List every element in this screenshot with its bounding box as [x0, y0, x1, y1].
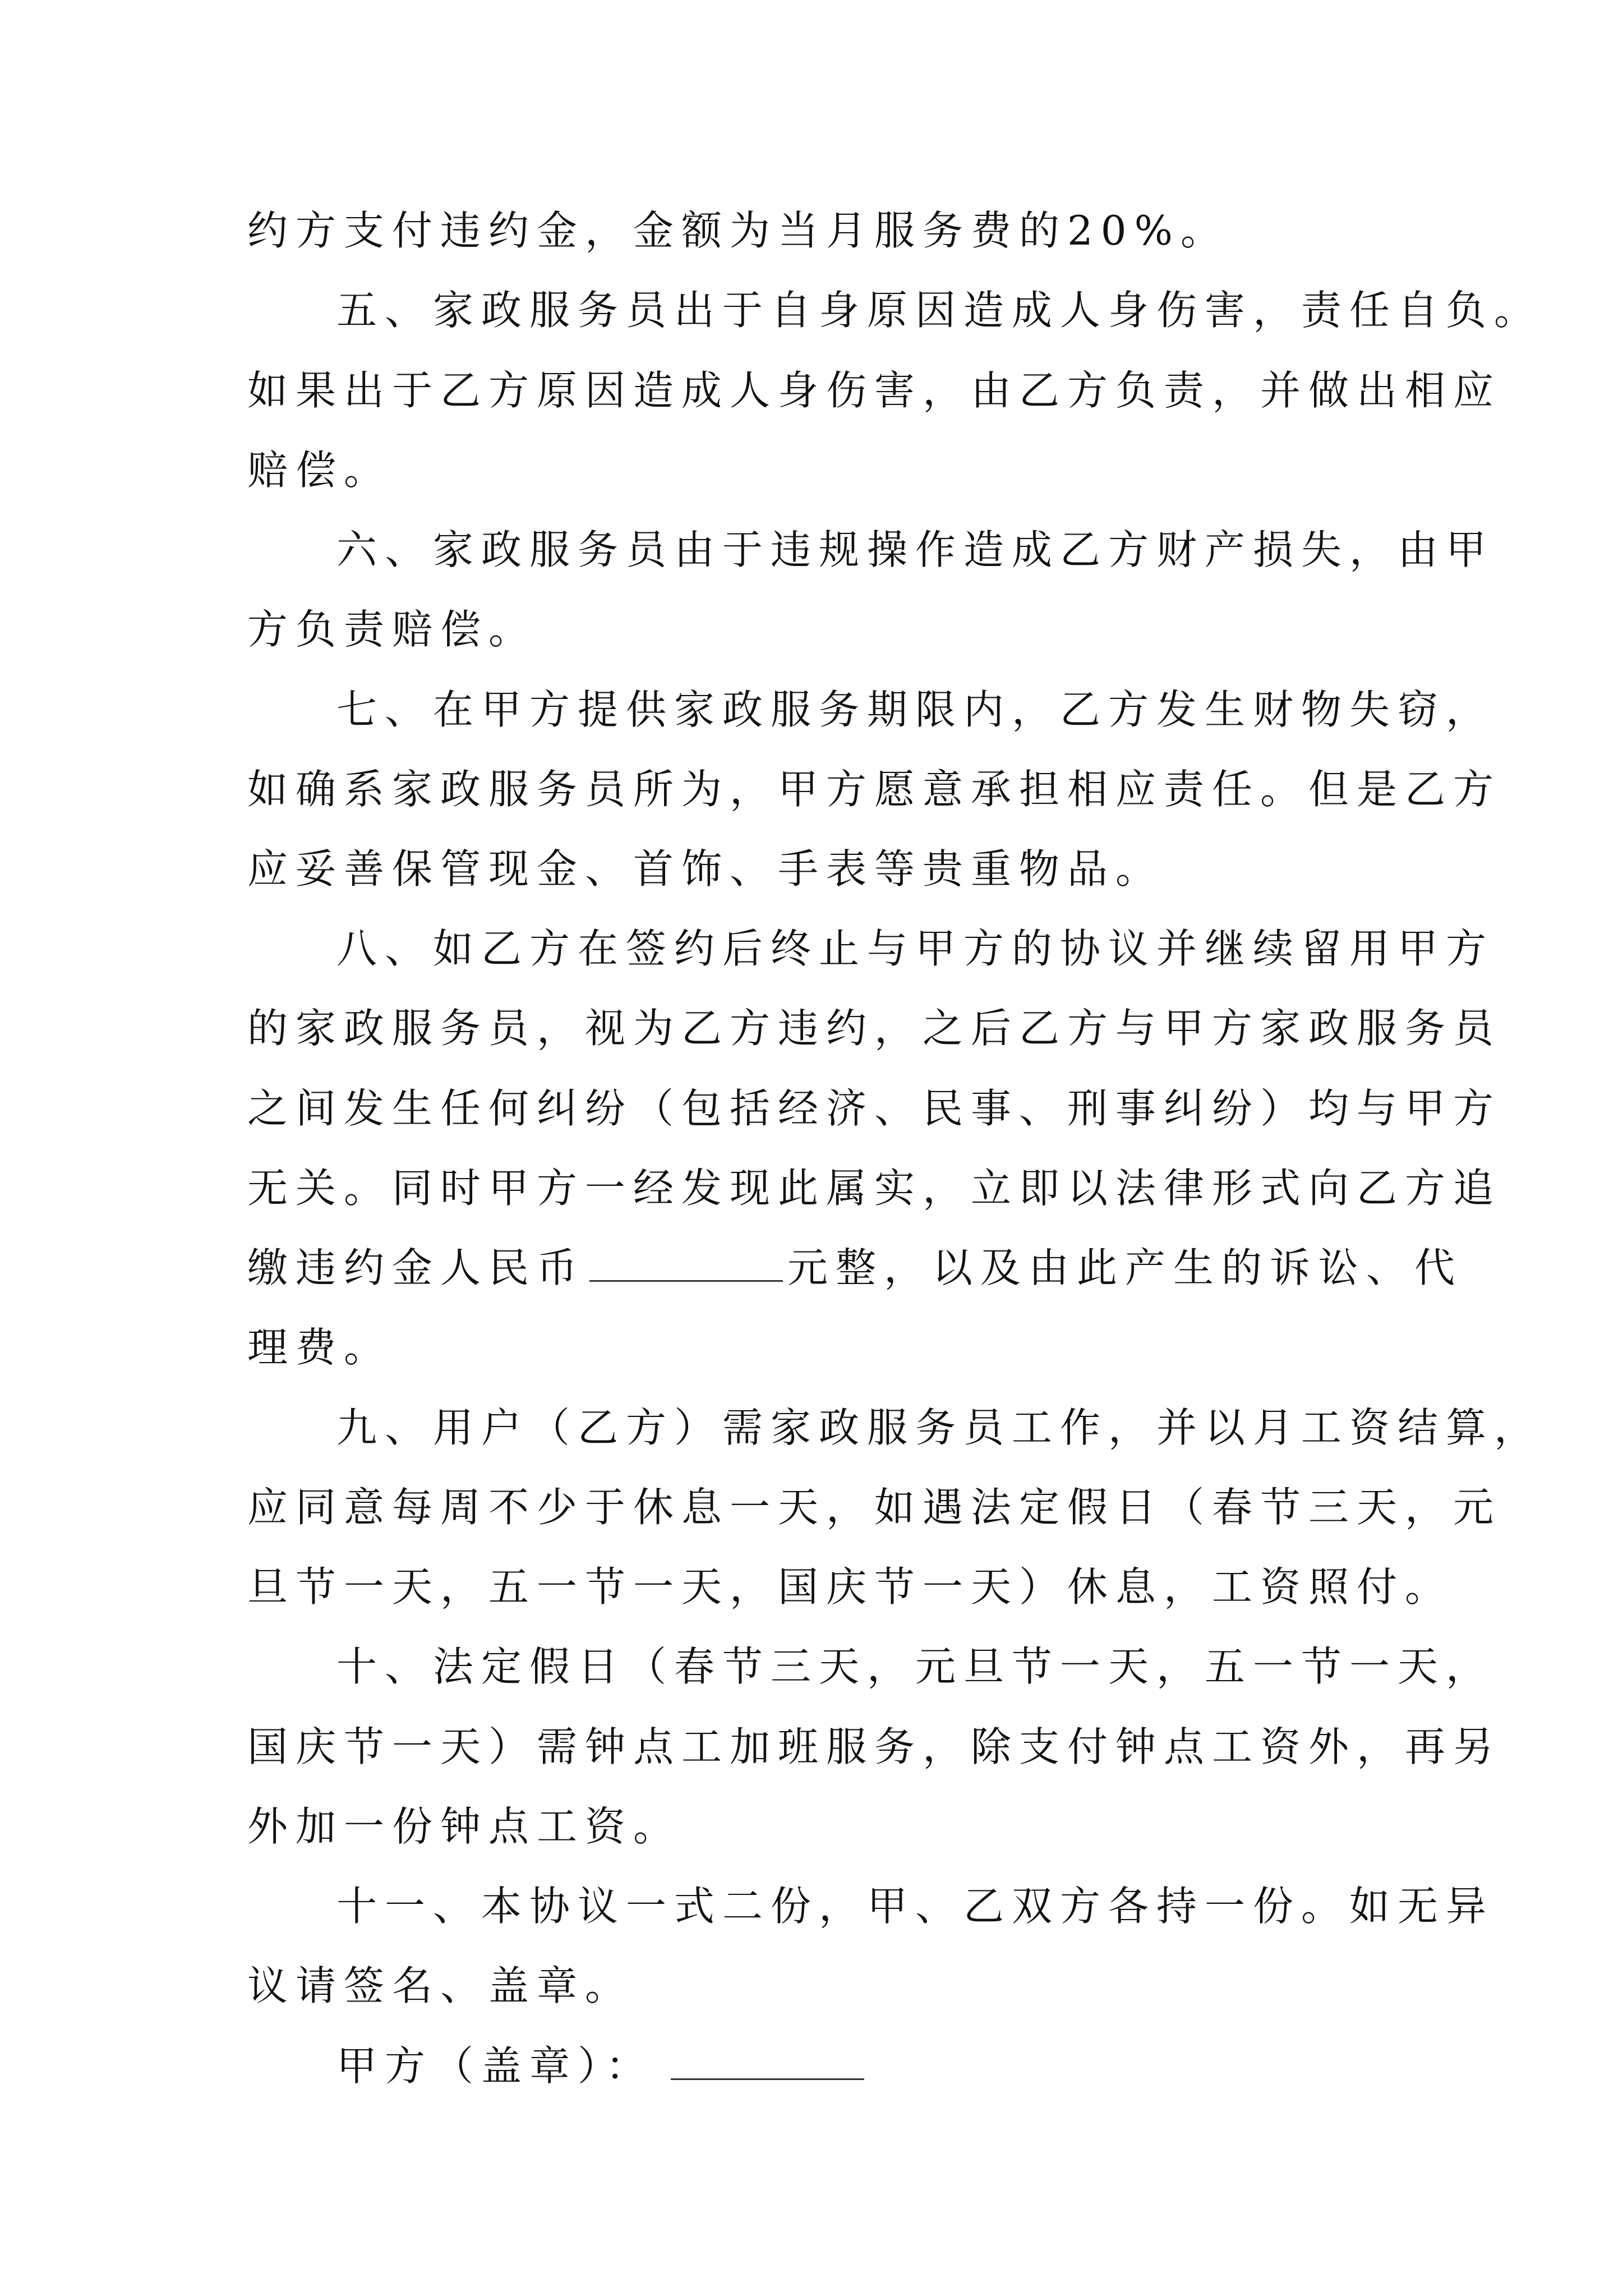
paragraph-line: 八、如乙方在签约后终止与甲方的协议并继续留用甲方	[336, 925, 1495, 972]
paragraph-line: 十一、本协议一式二份，甲、乙双方各持一份。如无异	[336, 1883, 1495, 1930]
paragraph-line: 七、在甲方提供家政服务期限内，乙方发生财物失窃，	[336, 686, 1495, 733]
blank-line-after: 元整，以及由此产生的诉讼、代	[787, 1244, 1463, 1291]
paragraph-line: 国庆节一天）需钟点工加班服务，除支付钟点工资外，再另	[247, 1723, 1502, 1770]
paragraph-line: 之间发生任何纠纷（包括经济、民事、刑事纠纷）均与甲方	[247, 1085, 1502, 1132]
paragraph-line: 无关。同时甲方一经发现此属实，立即以法律形式向乙方追	[247, 1165, 1502, 1212]
paragraph-line: 五、家政服务员出于自身原因造成人身伤害，责任自负。	[336, 287, 1543, 334]
paragraph-line: 十、法定假日（春节三天，元旦节一天，五一节一天，	[336, 1643, 1495, 1690]
paragraph-line: 理费。	[247, 1324, 393, 1371]
paragraph-line: 六、家政服务员由于违规操作造成乙方财产损失，由甲	[336, 526, 1495, 573]
paragraph-line: 如果出于乙方原因造成人身伤害，由乙方负责，并做出相应	[247, 367, 1502, 414]
paragraph-line: 九、用户（乙方）需家政服务员工作，并以月工资结算，	[336, 1404, 1543, 1451]
paragraph-line: 外加一份钟点工资。	[247, 1803, 682, 1850]
paragraph-line: 方负责赔偿。	[247, 606, 537, 653]
paragraph-line-with-blank	[247, 1241, 1463, 1295]
paragraph-line: 约方支付违约金，金额为当月服务费的20%。	[247, 207, 1229, 254]
paragraph-line: 应妥善保管现金、首饰、手表等贵重物品。	[247, 845, 1164, 892]
paragraph-line: 如确系家政服务员所为，甲方愿意承担相应责任。但是乙方	[247, 766, 1502, 813]
paragraph-line: 赔偿。	[247, 447, 393, 494]
blank-line-before: 缴违约金人民币	[247, 1244, 585, 1291]
signature-label: 甲方（盖章）：	[336, 2042, 654, 2090]
signature-line	[336, 2039, 864, 2093]
signature-blank	[671, 2045, 864, 2080]
paragraph-line: 议请签名、盖章。	[247, 1962, 634, 2009]
paragraph-line: 的家政服务员，视为乙方违约，之后乙方与甲方家政服务员	[247, 1005, 1502, 1052]
paragraph-line: 应同意每周不少于休息一天，如遇法定假日（春节三天，元	[247, 1484, 1502, 1531]
amount-blank	[589, 1246, 783, 1282]
paragraph-line: 旦节一天，五一节一天，国庆节一天）休息，工资照付。	[247, 1563, 1454, 1611]
